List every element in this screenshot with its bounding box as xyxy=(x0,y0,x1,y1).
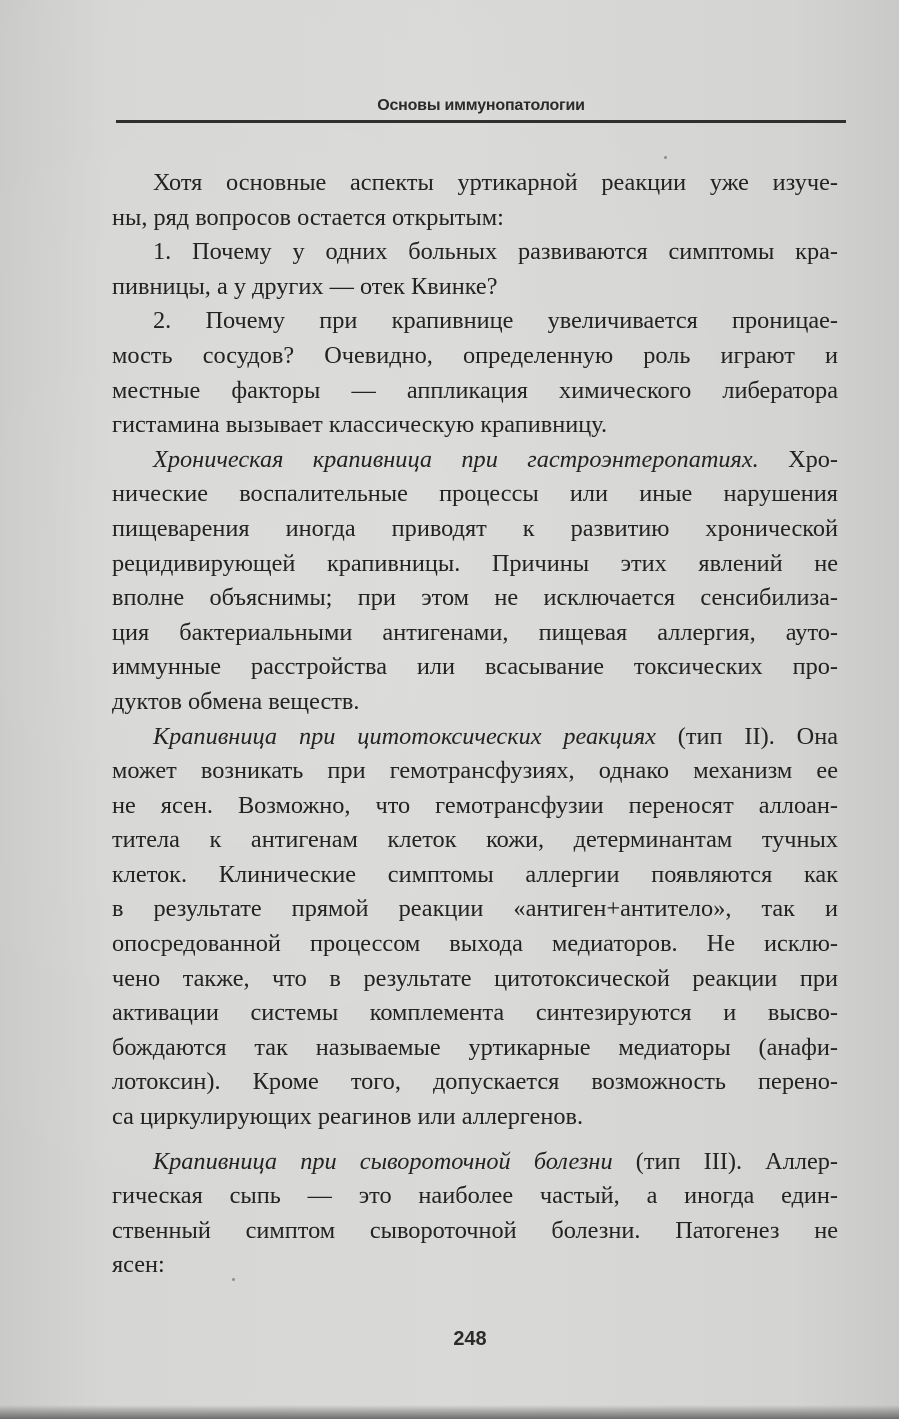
text-line xyxy=(112,201,838,236)
text-run: гическая сыпь — это наиболее частый, а иногда един- xyxy=(112,1182,838,1210)
text-run: ственный симптом сывороточной болезни. Патогенез не xyxy=(112,1216,838,1244)
text-run: мость сосудов? Очевидно, определенную роль играют и xyxy=(112,341,838,369)
text-run: са циркулирующих реагинов или аллергенов. xyxy=(112,1103,584,1131)
text-line xyxy=(112,996,838,1031)
italic-run-in-heading: Хроническая крапивница при гастроэнтеропатиях. xyxy=(153,445,759,473)
italic-run-in-heading: Крапивница при сывороточной болезни xyxy=(153,1147,613,1175)
text-run: может возникать при гемотрансфузиях, однако механизм ее xyxy=(112,757,838,785)
text-run: чено также, что в результате цитотоксической реакции при xyxy=(112,964,838,992)
text-run: клеток. Клинические симптомы аллергии появляются как xyxy=(112,860,838,888)
text-line xyxy=(112,166,838,201)
text-line xyxy=(112,1214,838,1249)
text-line xyxy=(112,1145,838,1180)
text-line xyxy=(112,547,838,582)
text-run: рецидивирующей крапивницы. Причины этих явлений не xyxy=(112,549,838,577)
text-run: в результате прямой реакции «антиген+антитело», так и xyxy=(112,895,838,923)
text-line xyxy=(112,892,838,927)
text-run: пищеварения иногда приводят к развитию хронической xyxy=(112,514,838,542)
text-run: иммунные расстройства или всасывание токсических про- xyxy=(112,653,838,681)
header-rule xyxy=(116,120,846,123)
text-line xyxy=(112,339,838,374)
text-line xyxy=(112,927,838,962)
text-line xyxy=(112,1248,838,1283)
text-line xyxy=(112,858,838,893)
text-line xyxy=(112,235,838,270)
print-speck xyxy=(664,156,667,159)
text-line xyxy=(112,823,838,858)
text-run: ция бактериальными антигенами, пищевая аллергия, ауто- xyxy=(112,618,838,646)
text-line xyxy=(112,789,838,824)
text-run: гистамина вызывает классическую крапивницу. xyxy=(112,411,608,439)
text-line xyxy=(112,477,838,512)
text-line xyxy=(112,685,838,720)
text-run: лотоксин). Кроме того, допускается возможность перено- xyxy=(112,1068,838,1096)
text-line xyxy=(112,616,838,651)
text-run: ны, ряд вопросов остается открытым: xyxy=(112,203,504,231)
text-run: дуктов обмена веществ. xyxy=(112,687,360,715)
text-run: (тип III). Аллер- xyxy=(612,1147,838,1175)
text-line xyxy=(112,754,838,789)
text-line xyxy=(112,962,838,997)
text-run: активации системы комплемента синтезируются и высво- xyxy=(112,999,838,1027)
body-text xyxy=(112,166,838,1283)
text-run: нические воспалительные процессы или иные нарушения xyxy=(112,480,838,508)
text-run: Хро- xyxy=(758,445,839,473)
text-line xyxy=(112,1179,838,1214)
text-line xyxy=(112,720,838,755)
text-run: ясен: xyxy=(112,1251,165,1279)
page-edge-shadow xyxy=(0,1405,899,1419)
text-run: 1. Почему у одних больных развиваются симптомы кра- xyxy=(153,238,838,266)
text-line xyxy=(112,270,838,305)
text-run: опосредованной процессом выхода медиаторов. Не исклю- xyxy=(112,930,838,958)
text-line xyxy=(112,374,838,409)
text-line xyxy=(112,304,838,339)
text-line xyxy=(112,408,838,443)
text-line xyxy=(112,512,838,547)
text-run: местные факторы — аппликация химического либератора xyxy=(112,376,838,404)
text-run: титела к антигенам клеток кожи, детерминантам тучных xyxy=(112,826,838,854)
text-run: вполне объяснимы; при этом не исключается сенсибилиза- xyxy=(112,584,838,612)
text-run: бождаются так называемые уртикарные медиаторы (анафи- xyxy=(112,1033,838,1061)
text-line xyxy=(112,1100,838,1135)
text-run: пивницы, а у других — отек Квинке? xyxy=(112,272,498,300)
text-line xyxy=(112,443,838,478)
running-head: Основы иммунопатологии xyxy=(377,97,585,114)
text-run: Хотя основные аспекты уртикарной реакции уже изуче- xyxy=(153,169,838,196)
text-line xyxy=(112,581,838,616)
text-run: 2. Почему при крапивнице увеличивается проницае- xyxy=(153,307,838,335)
print-speck xyxy=(232,1278,235,1281)
text-line xyxy=(112,650,838,685)
text-run: (тип II). Она xyxy=(655,722,838,750)
text-line xyxy=(112,1065,838,1100)
italic-run-in-heading: Крапивница при цитотоксических реакциях xyxy=(153,722,656,750)
page-number: 248 xyxy=(453,1328,487,1350)
text-line xyxy=(112,1031,838,1066)
text-run: не ясен. Возможно, что гемотрансфузии переносят аллоан- xyxy=(112,791,838,819)
